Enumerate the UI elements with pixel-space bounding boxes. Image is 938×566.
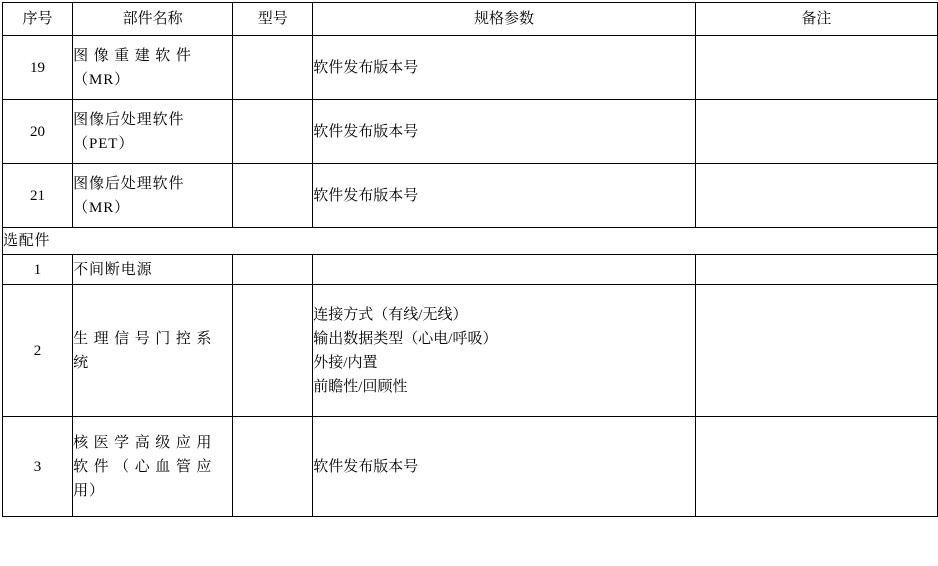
cell-model (233, 417, 313, 517)
column-header-model: 型号 (233, 3, 313, 36)
part-name-line: （PET） (73, 135, 135, 152)
part-name-line: 生 理 信 号 门 控 系 (73, 330, 213, 347)
section-label: 选配件 (3, 228, 938, 255)
spec-line: 输出数据类型（心电/呼吸） (313, 330, 498, 347)
cell-spec (313, 255, 695, 285)
cell-spec (313, 164, 695, 228)
part-name-line: （MR） (73, 199, 131, 216)
spec-line: 软件发布版本号 (313, 59, 419, 76)
table-row (3, 100, 938, 164)
spec-line: 外接/内置 (313, 354, 378, 371)
cell-remark (695, 100, 937, 164)
cell-part-name (73, 285, 233, 417)
cell-part-name (73, 417, 233, 517)
cell-part-name (73, 36, 233, 100)
part-name-line: 图 像 重 建 软 件 (73, 47, 192, 64)
table-body (3, 36, 938, 517)
cell-part-name (73, 100, 233, 164)
cell-model (233, 164, 313, 228)
cell-part-name (73, 255, 233, 285)
cell-model (233, 100, 313, 164)
column-header-spec: 规格参数 (313, 3, 695, 36)
spec-line: 连接方式（有线/无线） (313, 306, 468, 323)
table-header (3, 3, 938, 36)
column-header-no: 序号 (3, 3, 73, 36)
column-header-part-name: 部件名称 (73, 3, 233, 36)
cell-part-name (73, 164, 233, 228)
part-name-line: 软 件 （ 心 血 管 应 (73, 458, 213, 475)
part-name-line: 核 医 学 高 级 应 用 (73, 434, 213, 451)
spec-line: 软件发布版本号 (313, 123, 419, 140)
cell-remark (695, 255, 937, 285)
table-row (3, 417, 938, 517)
part-name-line: 图像后处理软件 (73, 111, 185, 128)
cell-no: 1 (3, 255, 73, 285)
cell-spec (313, 36, 695, 100)
specification-table (2, 2, 938, 517)
table-row (3, 36, 938, 100)
cell-spec (313, 100, 695, 164)
cell-model (233, 36, 313, 100)
cell-remark (695, 285, 937, 417)
cell-no: 20 (3, 100, 73, 164)
part-name-line: 统 (73, 354, 89, 371)
table-section-row (3, 228, 938, 255)
spec-line: 前瞻性/回顾性 (313, 378, 408, 395)
cell-remark (695, 417, 937, 517)
table-row (3, 285, 938, 417)
cell-model (233, 255, 313, 285)
cell-remark (695, 164, 937, 228)
cell-no: 19 (3, 36, 73, 100)
cell-model (233, 285, 313, 417)
part-name-line: （MR） (73, 71, 131, 88)
part-name-line: 用） (73, 482, 105, 499)
cell-spec (313, 417, 695, 517)
cell-no: 21 (3, 164, 73, 228)
cell-no: 3 (3, 417, 73, 517)
table-row (3, 255, 938, 285)
document-page (0, 2, 938, 566)
part-name-line: 不间断电源 (73, 261, 153, 278)
cell-remark (695, 36, 937, 100)
spec-line: 软件发布版本号 (313, 187, 419, 204)
column-header-remark: 备注 (695, 3, 937, 36)
cell-no: 2 (3, 285, 73, 417)
table-row (3, 164, 938, 228)
table-header-row (3, 3, 938, 36)
cell-spec (313, 285, 695, 417)
spec-line: 软件发布版本号 (313, 458, 419, 475)
part-name-line: 图像后处理软件 (73, 175, 185, 192)
